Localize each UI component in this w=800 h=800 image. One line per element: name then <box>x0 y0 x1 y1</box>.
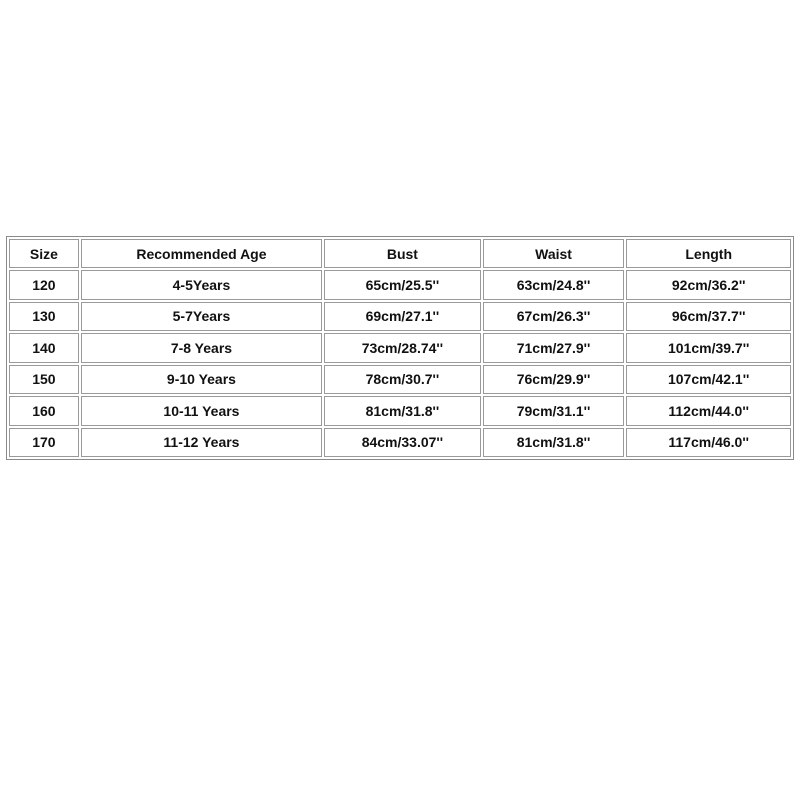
header-size: Size <box>9 239 79 268</box>
cell-length: 107cm/42.1'' <box>626 365 791 395</box>
cell-age: 9-10 Years <box>81 365 322 395</box>
cell-age: 4-5Years <box>81 270 322 300</box>
table-row <box>9 270 791 300</box>
header-waist: Waist <box>483 239 625 268</box>
table-row <box>9 428 791 458</box>
cell-bust: 81cm/31.8'' <box>324 396 481 426</box>
table-row <box>9 333 791 363</box>
table-row <box>9 396 791 426</box>
cell-size: 130 <box>9 302 79 332</box>
cell-size: 160 <box>9 396 79 426</box>
header-bust: Bust <box>324 239 481 268</box>
header-length: Length <box>626 239 791 268</box>
cell-waist: 67cm/26.3'' <box>483 302 625 332</box>
size-chart-table <box>7 237 793 459</box>
cell-age: 11-12 Years <box>81 428 322 458</box>
cell-waist: 79cm/31.1'' <box>483 396 625 426</box>
cell-size: 120 <box>9 270 79 300</box>
cell-size: 140 <box>9 333 79 363</box>
cell-age: 5-7Years <box>81 302 322 332</box>
cell-size: 170 <box>9 428 79 458</box>
cell-age: 10-11 Years <box>81 396 322 426</box>
header-recommended-age: Recommended Age <box>81 239 322 268</box>
cell-length: 117cm/46.0'' <box>626 428 791 458</box>
cell-bust: 69cm/27.1'' <box>324 302 481 332</box>
size-chart <box>6 236 794 460</box>
cell-bust: 73cm/28.74'' <box>324 333 481 363</box>
cell-length: 101cm/39.7'' <box>626 333 791 363</box>
cell-length: 96cm/37.7'' <box>626 302 791 332</box>
cell-waist: 63cm/24.8'' <box>483 270 625 300</box>
cell-size: 150 <box>9 365 79 395</box>
cell-bust: 65cm/25.5'' <box>324 270 481 300</box>
cell-length: 92cm/36.2'' <box>626 270 791 300</box>
cell-waist: 81cm/31.8'' <box>483 428 625 458</box>
table-row <box>9 365 791 395</box>
cell-bust: 78cm/30.7'' <box>324 365 481 395</box>
cell-age: 7-8 Years <box>81 333 322 363</box>
table-row <box>9 302 791 332</box>
cell-waist: 71cm/27.9'' <box>483 333 625 363</box>
cell-bust: 84cm/33.07'' <box>324 428 481 458</box>
cell-length: 112cm/44.0'' <box>626 396 791 426</box>
cell-waist: 76cm/29.9'' <box>483 365 625 395</box>
header-row <box>9 239 791 268</box>
